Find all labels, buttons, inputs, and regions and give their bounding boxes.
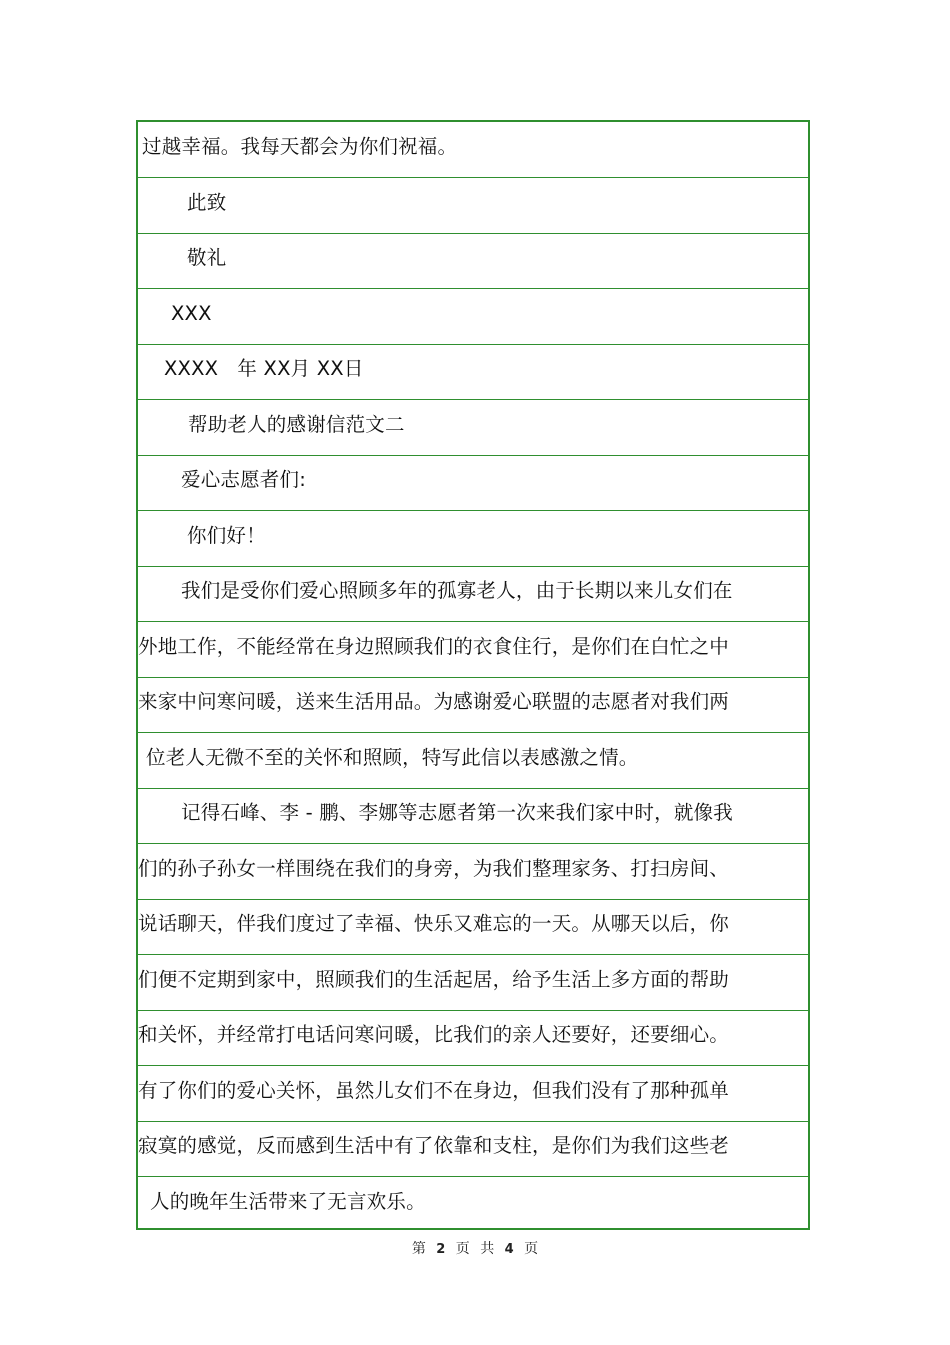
letter-line xyxy=(138,344,808,400)
footer-prefix: 第 xyxy=(411,1241,426,1257)
lined-letter-box xyxy=(136,120,810,1230)
letter-line xyxy=(138,178,808,234)
total-pages-number: 4 xyxy=(504,1242,514,1257)
footer-middle: 页 共 xyxy=(455,1241,495,1257)
letter-line-text: 位老人无微不至的关怀和照顾，特写此信以表感激之情。 xyxy=(146,746,639,769)
letter-line xyxy=(138,622,808,678)
letter-line-text: 外地工作，不能经常在身边照顾我们的衣食住行，是你们在白忙之中 xyxy=(138,635,730,658)
letter-line xyxy=(138,1010,808,1066)
section-title: 帮助老人的感谢信范文二 xyxy=(188,413,405,436)
letter-line-text: 们便不定期到家中，照顾我们的生活起居，给予生活上多方面的帮助 xyxy=(138,968,730,991)
letter-line-text: 过越幸福。我每天都会为你们祝福。 xyxy=(142,135,458,158)
letter-line-text: 寂寞的感觉，反而感到生活中有了依靠和支柱，是你们为我们这些老 xyxy=(138,1134,730,1157)
letter-line-text: 有了你们的爱心关怀，虽然儿女们不在身边，但我们没有了那种孤单 xyxy=(138,1079,730,1102)
letter-line xyxy=(138,400,808,456)
letter-line-text: 我们是受你们爱心照顾多年的孤寡老人，由于长期以来儿女们在 xyxy=(181,579,733,602)
salutation-text: 爱心志愿者们: xyxy=(181,468,306,491)
closing-text: 此致 xyxy=(187,191,227,214)
letter-line-text: 记得石峰、李 - 鹏、李娜等志愿者第一次来我们家中时，就像我 xyxy=(181,801,733,824)
letter-line-text: 来家中问寒问暖，送来生活用品。为感谢爱心联盟的志愿者对我们两 xyxy=(138,690,730,713)
letter-line xyxy=(138,566,808,622)
letter-line xyxy=(138,511,808,567)
signature-text: XXX xyxy=(171,302,212,325)
letter-line xyxy=(138,122,808,178)
letter-line-text: 说话聊天，伴我们度过了幸福、快乐又难忘的一天。从哪天以后，你 xyxy=(138,912,730,935)
current-page-number: 2 xyxy=(436,1242,446,1257)
letter-line xyxy=(138,1177,808,1230)
letter-line xyxy=(138,788,808,844)
letter-line xyxy=(138,844,808,900)
letter-line xyxy=(138,733,808,789)
letter-line xyxy=(138,455,808,511)
letter-line xyxy=(138,289,808,345)
salute-text: 敬礼 xyxy=(187,246,227,269)
letter-line xyxy=(138,233,808,289)
letter-line-text: 们的孙子孙女一样围绕在我们的身旁，为我们整理家务、打扫房间、 xyxy=(138,857,730,880)
letter-line xyxy=(138,1066,808,1122)
page-footer xyxy=(0,1238,950,1258)
letter-line xyxy=(138,955,808,1011)
letter-line xyxy=(138,899,808,955)
footer-suffix: 页 xyxy=(524,1241,539,1257)
greeting-text: 你们好！ xyxy=(187,524,266,547)
letter-line xyxy=(138,1121,808,1177)
letter-line xyxy=(138,677,808,733)
letter-line-text: 和关怀，并经常打电话问寒问暖，比我们的亲人还要好，还要细心。 xyxy=(138,1023,730,1046)
date-text: XXXX 年 XX月 XX日 xyxy=(164,357,364,380)
letter-line-text: 人的晚年生活带来了无言欢乐。 xyxy=(150,1190,426,1213)
